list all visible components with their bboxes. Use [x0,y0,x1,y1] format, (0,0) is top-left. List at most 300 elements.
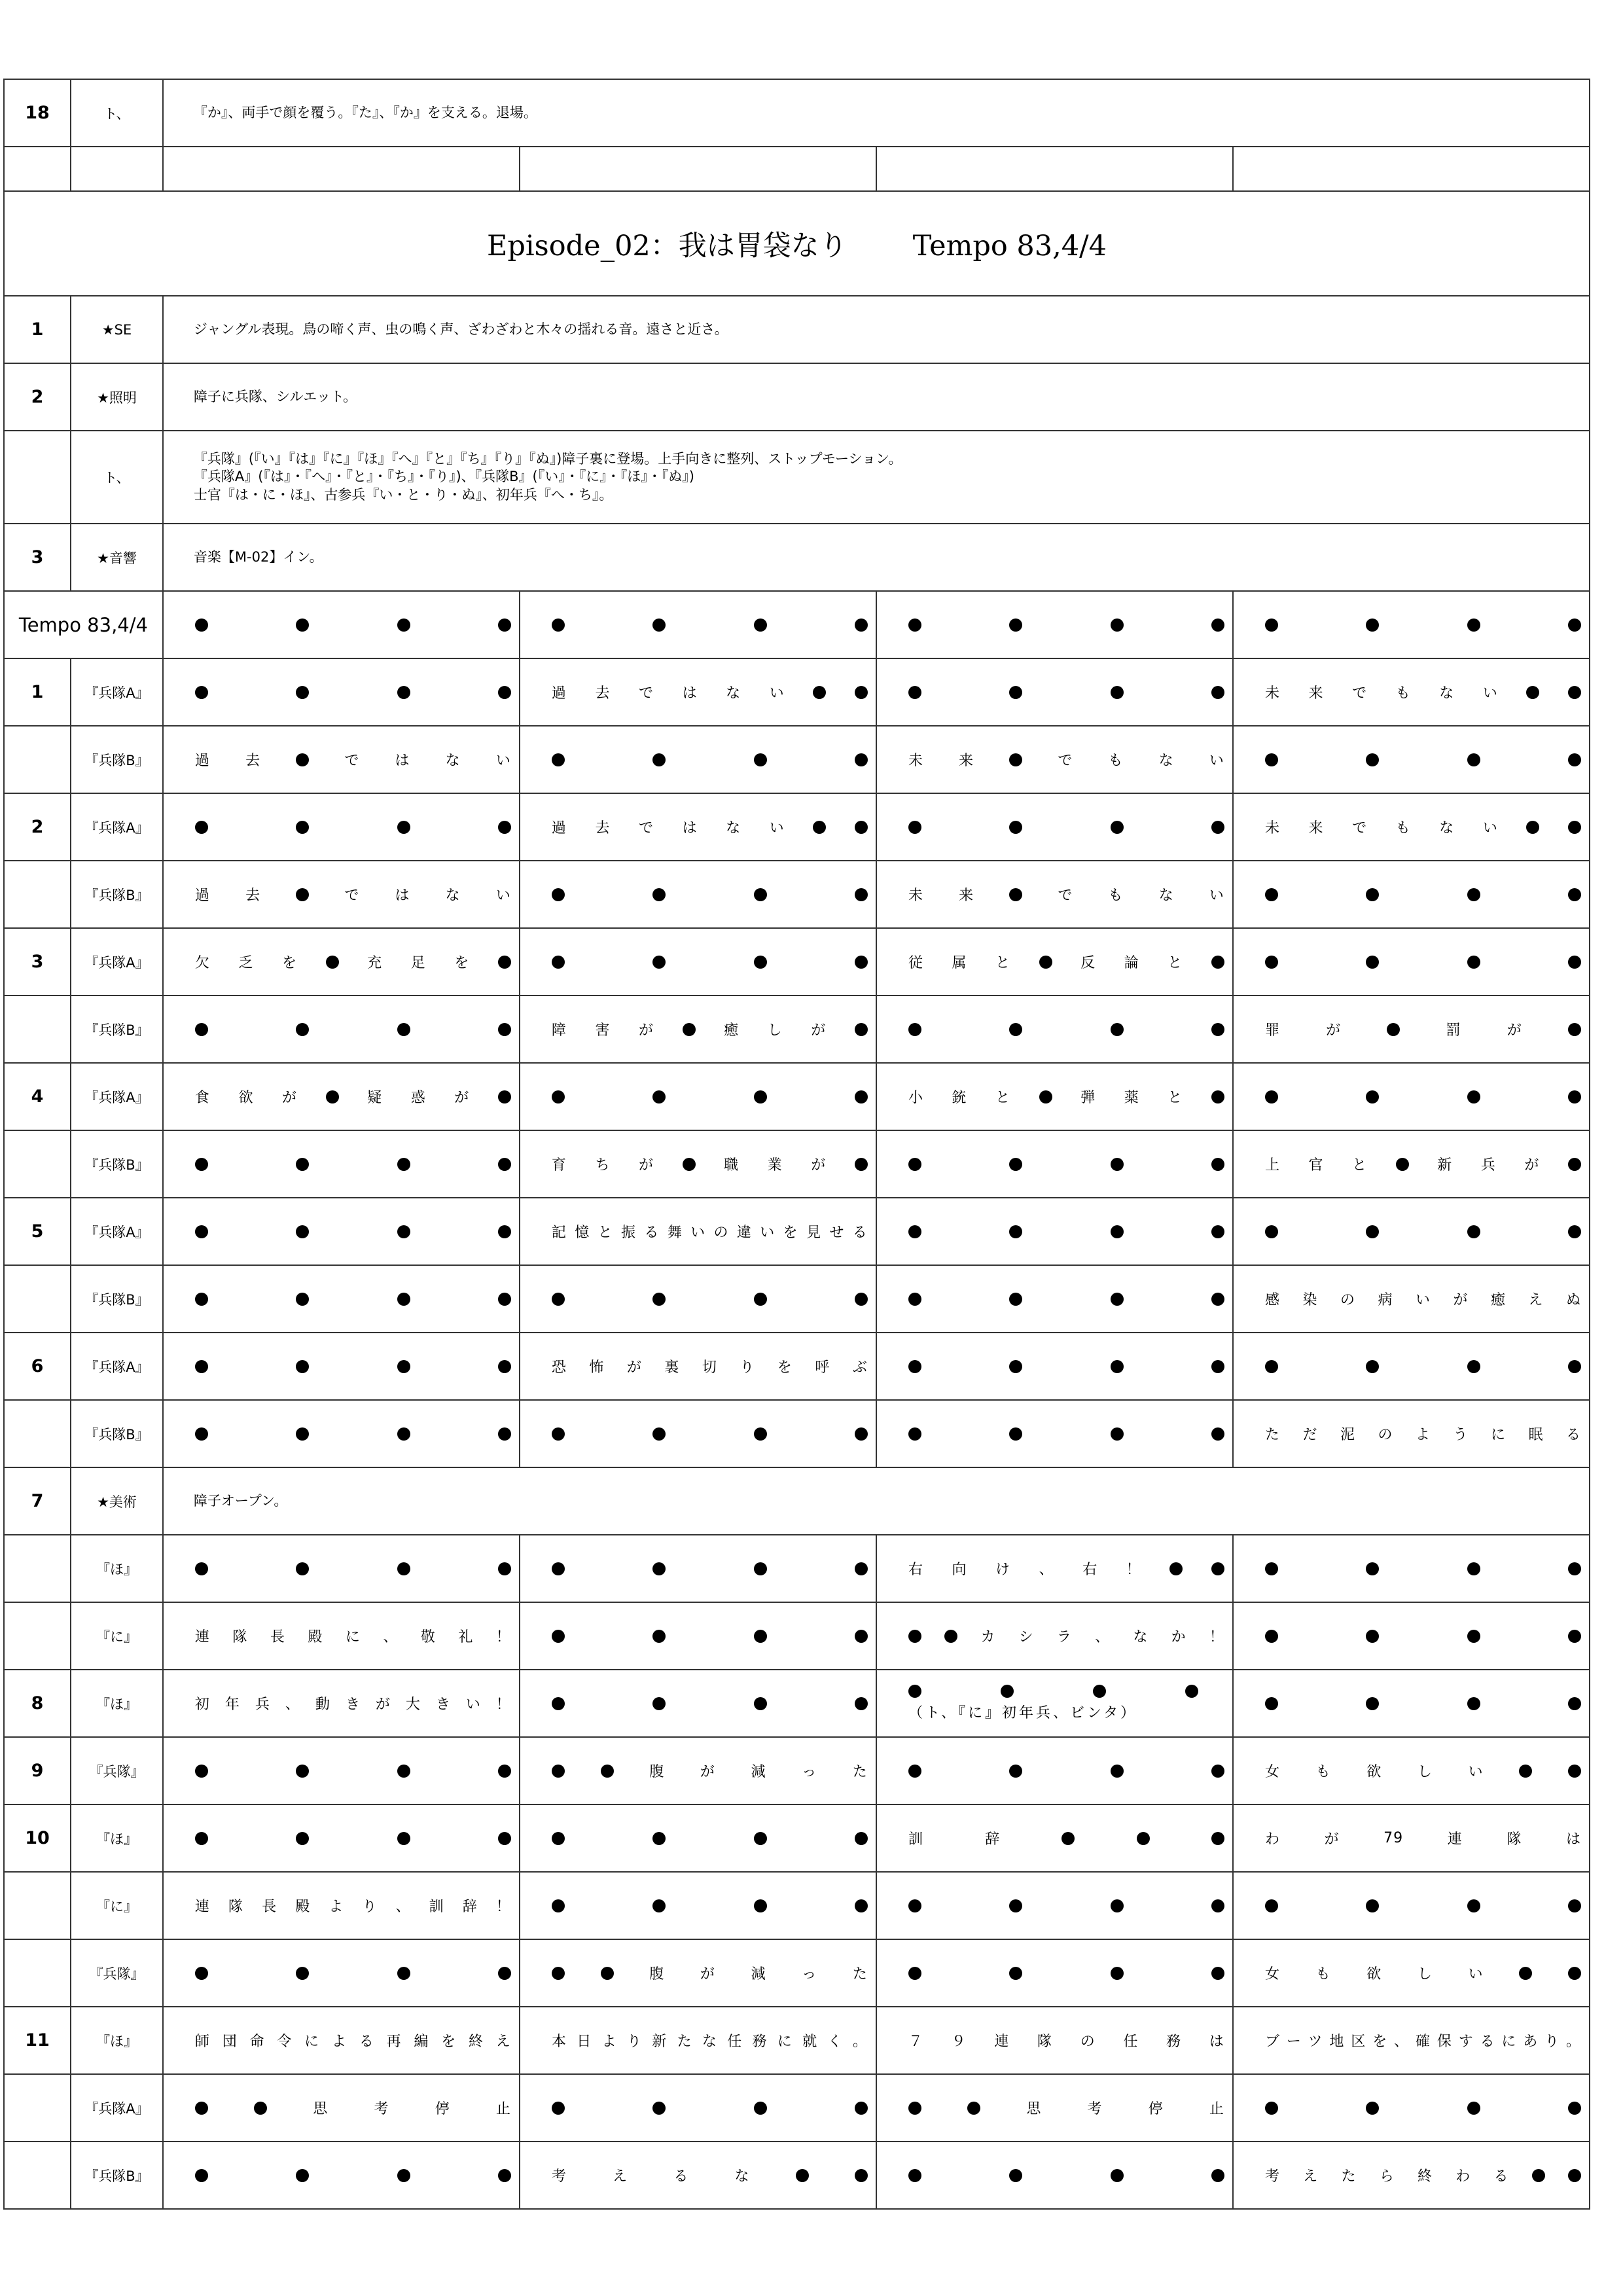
lyric-char: 止 [495,2101,511,2117]
stage-cell [908,1685,1224,1722]
beat-dot [754,956,767,969]
lyric-char: 大 [405,1696,421,1713]
lyric-line [908,1765,1224,1778]
beat-cell [1233,1737,1590,1804]
row-number: 3 [4,928,71,996]
beat-dot [1568,1765,1581,1778]
lyric-char: る [673,2168,689,2185]
lyric-char: た [852,1966,868,1982]
lyric-char: 過 [194,888,210,904]
episode-title [4,191,1590,296]
lyric-line [1265,2030,1581,2051]
beat-dot [652,1697,666,1710]
row-number [4,996,71,1063]
lyric-char: ！ [495,1629,511,1645]
beat-dot [498,1562,511,1575]
speaker-label: 『兵隊A』 [71,1063,163,1130]
row-number [4,1400,71,1467]
beat-dot [1568,686,1581,699]
lyric-char: 長 [270,1629,285,1645]
lyric-line [552,1019,868,1039]
beat-dot [397,1023,410,1036]
lyric-line [195,2169,511,2182]
beat-dot [855,686,868,699]
lyric-char: 地 [1329,2034,1345,2050]
lyric-char: け [995,1562,1011,1578]
lyric-char: 、 [1039,1562,1054,1578]
beat-dot [498,1158,511,1171]
lyric-char: 確 [1415,2034,1431,2050]
lyric-line [552,956,868,969]
beat-cell [1233,793,1590,861]
row-number [4,1602,71,1670]
beat-dot [195,1023,208,1036]
lyric-line [552,888,868,901]
beat-dot [296,2169,309,2182]
lyric-line [195,1023,511,1036]
lyric-char: 怖 [589,1359,605,1376]
beat-cell [876,2142,1233,2209]
lyric-char: が [1453,1292,1469,1308]
lyric-char: 79 [1383,1830,1404,1846]
lyric-line [195,1832,511,1845]
beat-cell [876,861,1233,928]
lyric-char: が [639,1157,654,1174]
lyric-line [195,1626,511,1646]
lyric-char: に [345,1629,361,1645]
lyric-line [552,1356,868,1376]
lyric-char: 訓 [429,1899,444,1915]
beat-dot [1265,1090,1278,1103]
lyric-char: い [495,753,511,769]
lyric-char: 乏 [238,955,254,971]
speaker-label: 『兵隊A』 [71,2074,163,2142]
lyric-char: 舞 [667,1225,683,1241]
beat-dot [855,1697,868,1710]
lyric-char: 去 [595,685,611,702]
row-number [4,1535,71,1602]
beat-dot [652,1832,666,1845]
beat-dot [1366,1697,1379,1710]
lyric-char: は [395,888,410,904]
lyric-char: 。 [852,2034,868,2050]
cue-rows [4,296,1590,591]
lyric-char: 違 [736,1225,752,1241]
beat-row [4,1737,1590,1804]
lyric-line [195,686,511,699]
beat-dot [326,956,339,969]
beat-dot [195,1293,208,1306]
beat-cell [876,1670,1233,1737]
lyric-char: な [1133,1629,1149,1645]
lyric-char: す [1458,2034,1474,2050]
beat-dot [1467,753,1480,766]
lyric-line [1265,1090,1581,1103]
lyric-char: が [811,1022,827,1039]
beat-dot [1366,1562,1379,1575]
beat-dot [754,1630,767,1643]
lyric-char: と [995,1090,1011,1106]
lyric-char: る [644,1225,660,1241]
beat-dot [326,1090,339,1103]
beat-dot [754,1427,767,1441]
beat-dot [1366,1630,1379,1643]
beat-dot [683,1023,696,1036]
beat-cell [876,658,1233,726]
beat-dot [1568,1967,1581,1980]
lyric-char: よ [329,1899,344,1915]
lyric-line [552,1761,868,1781]
beat-dot [1009,821,1022,834]
beat-dot [296,1967,309,1980]
lyric-char: る [1480,2034,1495,2050]
beat-cell [520,658,876,726]
lyric-line [908,1427,1224,1441]
lyric-char: 考 [1264,2168,1280,2185]
beat-dot [296,1562,309,1575]
lyric-char: を [777,1359,793,1376]
beat-dot [754,2102,767,2115]
lyric-char: 新 [1437,1157,1453,1174]
lyric-char: わ [1264,1831,1280,1848]
beat-dot [908,1225,921,1238]
beat-dot [1211,1427,1224,1441]
stage-direction: 障子オープン。 [163,1467,1590,1535]
lyric-char: 未 [908,753,923,769]
lyric-char: 足 [410,955,426,971]
lyric-char: で [1352,685,1368,702]
beat-dot [855,1899,868,1912]
lyric-char: え [613,2168,628,2185]
lyric-char: 欲 [238,1090,254,1106]
lyric-line [195,1225,511,1238]
lyric-char: 弾 [1080,1090,1096,1106]
lyric-char: な [445,753,461,769]
beat-dot [855,888,868,901]
lyric-char: で [639,820,654,836]
cue7-body [4,1467,1590,1535]
beat-cell [876,1130,1233,1198]
beat-cell [876,1602,1233,1670]
row-number [4,1939,71,2007]
beat-dot [1568,2102,1581,2115]
lyric-char: 来 [959,753,974,769]
beat-dot [1568,1630,1581,1643]
beat-cell [163,2007,520,2074]
lyric-char: い [495,888,511,904]
lyric-char: 保 [1436,2034,1452,2050]
stage-direction [163,296,1590,363]
speaker-label: 『兵隊』 [71,1939,163,2007]
beat-cell [520,1265,876,1333]
lyric-char: ぬ [1565,1292,1581,1308]
lyric-line [1265,1630,1581,1643]
beat-dot [1211,1090,1224,1103]
beat-cell [876,1333,1233,1400]
lyric-char: 病 [1378,1292,1393,1308]
lyric-line [552,1293,868,1306]
lyric-char: 育 [551,1157,567,1174]
beat-cell [876,1063,1233,1130]
beat-dot [1211,821,1224,834]
lyric-line [552,1630,868,1643]
lyric-line [1265,2165,1581,2185]
beat-dot [908,1023,921,1036]
lyric-line [195,1427,511,1441]
lyric-char: 隊 [1037,2034,1053,2050]
beat-dot [195,1967,208,1980]
lyric-char: が [375,1696,391,1713]
cue-row [4,431,1590,524]
beat-dot [1366,1090,1379,1103]
beat-row [4,2074,1590,2142]
blank-cell [163,147,520,191]
speaker-label: 『兵隊A』 [71,928,163,996]
beat-dot [754,888,767,901]
beat-dot [1211,2169,1224,2182]
speaker-label: 『兵隊』 [71,1737,163,1804]
beat-row [4,658,1590,726]
lyric-line [552,2030,868,2051]
beat-cell [876,2074,1233,2142]
lyric-char: 初 [194,1696,210,1713]
beat-dot [1532,2169,1545,2182]
lyric-char: 過 [551,685,567,702]
beat-cell [876,1737,1233,1804]
beat-cell [520,591,876,658]
beat-dot [908,2169,921,2182]
lyric-char: が [639,1022,654,1039]
stage-direction [163,524,1590,591]
lyric-char: 恐 [551,1359,567,1376]
beat-row [4,1198,1590,1265]
beat-dot [498,1023,511,1036]
lyric-char: で [1058,888,1073,904]
lyric-char: 惑 [410,1090,426,1106]
lyric-char: 職 [724,1157,740,1174]
lyric-char: い [1482,820,1498,836]
lyric-line [552,1221,868,1242]
beat-row [4,1535,1590,1602]
lyric-line [195,1086,511,1107]
lyric-char: 官 [1308,1157,1324,1174]
lyric-line [1265,888,1581,901]
lyric-char: 、 [1394,2034,1410,2050]
lyric-char: を [454,955,470,971]
lyric-line [1265,1019,1581,1039]
beat-dot [195,1225,208,1238]
lyric-char: 停 [1148,2101,1164,2117]
row-number: 10 [4,1804,71,1872]
lyric-line [908,952,1224,972]
lyric-char: 障 [551,1022,567,1039]
beat-dot [855,1832,868,1845]
beat-dot [1061,1832,1075,1845]
lyric-line [908,1158,1224,1171]
beat-cell [163,1265,520,1333]
lyric-char: に [1490,1427,1506,1443]
beat-dot [552,1293,565,1306]
lyric-char: 連 [194,1629,210,1645]
lyric-char: が [811,1157,827,1174]
row-number [4,1130,71,1198]
beat-dot [1265,1225,1278,1238]
beat-dot [1169,1562,1183,1575]
stage-direction: 『か』、両手で顔を覆う。『た』、『か』を支える。退場。 [163,79,1590,147]
lyric-char: 癒 [724,1022,740,1039]
lyric-char: な [702,2034,717,2050]
lyric-char: シ [1018,1629,1034,1645]
lyric-char: る [1493,2168,1509,2185]
speaker-label: 『ほ』 [71,1804,163,1872]
beat-dot [397,1158,410,1171]
beat-dot [1039,1090,1052,1103]
beat-dot [652,2102,666,2115]
beat-dot [498,1090,511,1103]
lyric-char: に [304,2034,320,2050]
lyric-line [552,2102,868,2115]
lyric-char: 殿 [295,1899,311,1915]
tempo-label: Tempo 83,4/4 [4,591,163,658]
beat-dot [1211,1765,1224,1778]
beat-dot [652,1427,666,1441]
lyric-char: な [734,2168,750,2185]
beat-dot [1568,888,1581,901]
beat-dot [552,1697,565,1710]
header-row [4,79,1590,147]
lyric-line [908,884,1224,905]
lyric-char: が [1524,1157,1540,1174]
blank-cell [1233,147,1590,191]
speaker-label: ★SE [71,296,163,363]
beat-dot [908,1967,921,1980]
lyric-char: よ [1415,1427,1431,1443]
lyric-char: ！ [1209,1629,1224,1645]
tempo-row-body [4,591,1590,658]
lyric-char: 充 [367,955,383,971]
beat-row [4,1804,1590,1872]
beat-dot [1111,1427,1124,1441]
lyric-char: い [1415,1292,1431,1308]
speaker-label: ト、 [71,79,163,147]
beat-cell [1233,591,1590,658]
lyric-char: 切 [702,1359,717,1376]
lyric-char: ！ [495,1696,511,1713]
lyric-char: も [1108,753,1124,769]
beat-cell [163,1670,520,1737]
lyric-char: え [1303,2168,1319,2185]
beat-dot [601,1765,614,1778]
beat-row [4,1265,1590,1333]
lyric-char: 本 [551,2034,567,2050]
beat-cell [520,1333,876,1400]
speaker-label: ★美術 [71,1467,163,1535]
beat-dot [855,956,868,969]
lyric-char: ツ [1308,2034,1323,2050]
beat-dot [1265,888,1278,901]
lyric-line [1265,753,1581,766]
lyric-char: で [344,753,360,769]
lyric-char: え [495,2034,511,2050]
beat-cell [876,996,1233,1063]
beat-dot [1568,1360,1581,1373]
beat-dot [1009,1899,1022,1912]
beat-dot [908,686,921,699]
lyric-char: 、 [395,1899,411,1915]
beat-dot [1111,1765,1124,1778]
beat-cell [1233,1063,1590,1130]
lyric-char: あ [1523,2034,1539,2050]
beat-dot [855,1427,868,1441]
lyric-char: る [1565,1427,1581,1443]
lyric-line [195,1895,511,1916]
lyric-line [552,753,868,766]
beat-cell [520,726,876,793]
beat-cell [1233,996,1590,1063]
beat-row [4,1872,1590,1939]
beat-dot [195,686,208,699]
beat-dot [908,1765,921,1778]
beat-cell [520,1130,876,1198]
speaker-label: 『兵隊B』 [71,1130,163,1198]
row-number: 7 [4,1467,71,1535]
lyric-line [908,1828,1224,1848]
lyric-char: 未 [908,888,923,904]
lyric-char: わ [1455,2168,1471,2185]
lyric-line [195,1693,511,1713]
speaker-label: 『兵隊B』 [71,996,163,1063]
beat-dot [397,686,410,699]
beat-row [4,2142,1590,2209]
lyric-char: ラ [1056,1629,1072,1645]
beat-dot [552,1427,565,1441]
lyric-char: 欲 [1366,1966,1382,1982]
beat-dot [652,888,666,901]
lyric-char: 連 [994,2034,1010,2050]
beat-dot [1265,1697,1278,1710]
lyric-line [908,1293,1224,1306]
lyric-char: ぶ [852,1359,868,1376]
beat-row [4,726,1590,793]
beat-cell [163,1535,520,1602]
lyric-char: 殿 [308,1629,323,1645]
beat-cell [1233,1265,1590,1333]
beat-cell [876,2007,1233,2074]
beat-row [4,1130,1590,1198]
beat-row [4,793,1590,861]
beat-dot [1111,1225,1124,1238]
lyric-char: 任 [727,2034,743,2050]
beat-cell [520,1400,876,1467]
lyric-line [908,821,1224,834]
lyric-char: ブ [1264,2034,1280,2050]
beat-dot [296,1023,309,1036]
beat-dot [1366,956,1379,969]
beat-cell [876,1535,1233,1602]
beat-dot [296,1427,309,1441]
beat-dot [855,1630,868,1643]
lyric-char: 罪 [1264,1022,1280,1039]
lyric-char: も [1395,685,1411,702]
beat-dot [296,1360,309,1373]
speaker-label: ト、 [71,431,163,524]
beat-dot [1366,1360,1379,1373]
lyric-char: 来 [1308,820,1324,836]
beat-cell [520,1602,876,1670]
beat-dot [944,1630,957,1643]
lyric-char: り [626,2034,642,2050]
lyric-char: が [700,1764,715,1780]
